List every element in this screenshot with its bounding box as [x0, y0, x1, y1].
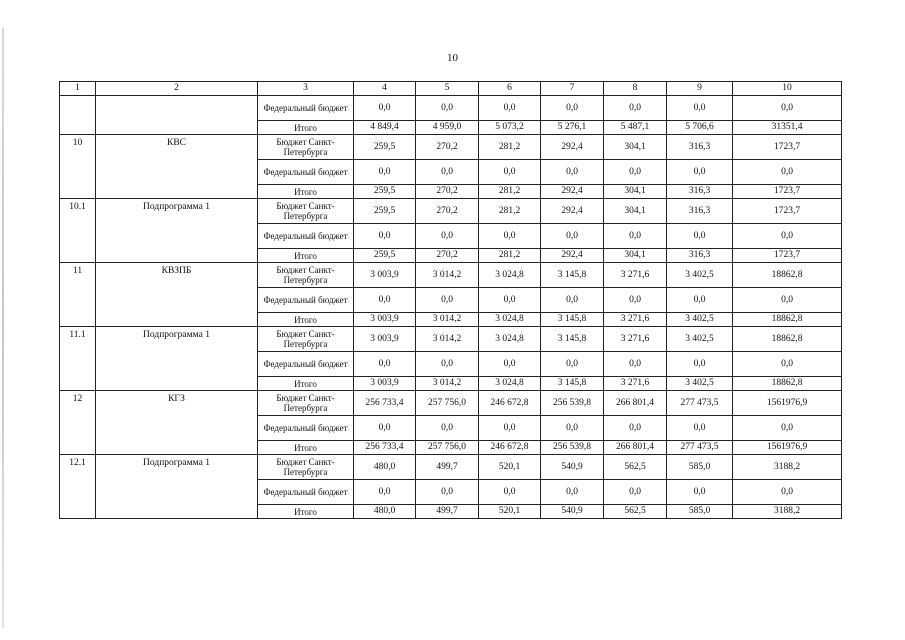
funding-source: Итого [258, 121, 354, 135]
value-cell: 562,5 [604, 505, 667, 519]
value-cell: 3 014,2 [416, 313, 479, 327]
column-header-7: 7 [541, 82, 604, 96]
value-cell: 0,0 [733, 160, 842, 185]
value-cell: 0,0 [479, 480, 541, 505]
value-cell: 18862,8 [733, 327, 842, 352]
value-cell: 0,0 [667, 416, 733, 441]
value-cell: 316,3 [667, 185, 733, 199]
value-cell: 316,3 [667, 199, 733, 224]
item-name: КВС [96, 135, 258, 199]
value-cell: 0,0 [604, 96, 667, 121]
value-cell: 270,2 [416, 199, 479, 224]
value-cell: 0,0 [416, 288, 479, 313]
item-code: 10 [60, 135, 96, 199]
value-cell: 0,0 [541, 224, 604, 249]
value-cell: 1723,7 [733, 249, 842, 263]
value-cell: 3 003,9 [354, 377, 416, 391]
value-cell: 0,0 [479, 352, 541, 377]
funding-source: Федеральный бюджет [258, 96, 354, 121]
value-cell: 0,0 [354, 288, 416, 313]
value-cell: 259,5 [354, 199, 416, 224]
value-cell: 0,0 [416, 96, 479, 121]
item-code: 11 [60, 263, 96, 327]
value-cell: 3 024,8 [479, 313, 541, 327]
value-cell: 0,0 [354, 224, 416, 249]
value-cell: 0,0 [604, 480, 667, 505]
value-cell: 292,4 [541, 185, 604, 199]
value-cell: 3 014,2 [416, 377, 479, 391]
item-code: 12 [60, 391, 96, 455]
value-cell: 0,0 [733, 224, 842, 249]
value-cell: 0,0 [667, 352, 733, 377]
value-cell: 0,0 [733, 352, 842, 377]
funding-source: Бюджет Санкт-Петербурга [258, 455, 354, 480]
value-cell: 3 014,2 [416, 263, 479, 288]
item-name: Подпрограмма 1 [96, 199, 258, 263]
value-cell: 3 003,9 [354, 263, 416, 288]
value-cell: 3188,2 [733, 455, 842, 480]
column-header-2: 2 [96, 82, 258, 96]
funding-source: Итого [258, 505, 354, 519]
funding-source: Бюджет Санкт-Петербурга [258, 391, 354, 416]
value-cell: 18862,8 [733, 263, 842, 288]
value-cell: 3 271,6 [604, 327, 667, 352]
value-cell: 0,0 [733, 480, 842, 505]
value-cell: 0,0 [479, 416, 541, 441]
value-cell: 31351,4 [733, 121, 842, 135]
value-cell: 499,7 [416, 455, 479, 480]
value-cell: 256 539,8 [541, 441, 604, 455]
table-body [60, 96, 842, 519]
value-cell: 0,0 [541, 160, 604, 185]
value-cell: 292,4 [541, 135, 604, 160]
value-cell: 0,0 [479, 224, 541, 249]
value-cell: 5 706,6 [667, 121, 733, 135]
value-cell: 3 402,5 [667, 377, 733, 391]
funding-source: Итого [258, 249, 354, 263]
value-cell: 3 145,8 [541, 327, 604, 352]
value-cell: 0,0 [667, 480, 733, 505]
table-row [60, 96, 842, 121]
value-cell: 18862,8 [733, 377, 842, 391]
value-cell: 257 756,0 [416, 441, 479, 455]
item-name: КГЗ [96, 391, 258, 455]
value-cell: 270,2 [416, 185, 479, 199]
value-cell: 281,2 [479, 185, 541, 199]
funding-source: Итого [258, 377, 354, 391]
value-cell: 3 145,8 [541, 313, 604, 327]
table-row [60, 455, 842, 480]
table-row [60, 199, 842, 224]
value-cell: 3 014,2 [416, 327, 479, 352]
value-cell: 4 849,4 [354, 121, 416, 135]
table-row [60, 263, 842, 288]
column-header-4: 4 [354, 82, 416, 96]
value-cell: 277 473,5 [667, 441, 733, 455]
value-cell: 3 402,5 [667, 263, 733, 288]
item-code: 10.1 [60, 199, 96, 263]
value-cell: 0,0 [541, 480, 604, 505]
funding-source: Итого [258, 185, 354, 199]
value-cell: 0,0 [416, 160, 479, 185]
value-cell: 3 024,8 [479, 377, 541, 391]
value-cell: 277 473,5 [667, 391, 733, 416]
value-cell: 270,2 [416, 135, 479, 160]
value-cell: 0,0 [667, 224, 733, 249]
value-cell: 256 733,4 [354, 441, 416, 455]
funding-source: Федеральный бюджет [258, 288, 354, 313]
value-cell: 562,5 [604, 455, 667, 480]
value-cell: 0,0 [479, 96, 541, 121]
column-header-1: 1 [60, 82, 96, 96]
value-cell: 0,0 [354, 352, 416, 377]
value-cell: 281,2 [479, 199, 541, 224]
value-cell: 1561976,9 [733, 441, 842, 455]
value-cell: 520,1 [479, 505, 541, 519]
column-header-10: 10 [733, 82, 842, 96]
item-code: 11.1 [60, 327, 96, 391]
value-cell: 0,0 [416, 480, 479, 505]
value-cell: 257 756,0 [416, 391, 479, 416]
value-cell: 259,5 [354, 249, 416, 263]
value-cell: 304,1 [604, 185, 667, 199]
item-code [60, 96, 96, 135]
value-cell: 1723,7 [733, 185, 842, 199]
funding-source: Итого [258, 313, 354, 327]
value-cell: 3 271,6 [604, 313, 667, 327]
value-cell: 0,0 [604, 160, 667, 185]
value-cell: 0,0 [604, 288, 667, 313]
funding-source: Бюджет Санкт-Петербурга [258, 327, 354, 352]
funding-source: Федеральный бюджет [258, 352, 354, 377]
value-cell: 0,0 [604, 416, 667, 441]
value-cell: 281,2 [479, 249, 541, 263]
value-cell: 0,0 [733, 416, 842, 441]
value-cell: 270,2 [416, 249, 479, 263]
value-cell: 0,0 [667, 160, 733, 185]
value-cell: 520,1 [479, 455, 541, 480]
value-cell: 480,0 [354, 455, 416, 480]
table-row [60, 391, 842, 416]
value-cell: 292,4 [541, 199, 604, 224]
value-cell: 316,3 [667, 135, 733, 160]
value-cell: 540,9 [541, 455, 604, 480]
value-cell: 304,1 [604, 135, 667, 160]
value-cell: 0,0 [354, 96, 416, 121]
value-cell: 3188,2 [733, 505, 842, 519]
value-cell: 0,0 [667, 288, 733, 313]
table-row [60, 135, 842, 160]
column-header-6: 6 [479, 82, 541, 96]
item-name: КВЗПБ [96, 263, 258, 327]
value-cell: 3 271,6 [604, 263, 667, 288]
value-cell: 5 276,1 [541, 121, 604, 135]
funding-source: Бюджет Санкт-Петербурга [258, 263, 354, 288]
value-cell: 585,0 [667, 455, 733, 480]
value-cell: 0,0 [479, 160, 541, 185]
page-number: 10 [447, 52, 458, 64]
value-cell: 3 145,8 [541, 263, 604, 288]
funding-source: Федеральный бюджет [258, 416, 354, 441]
item-code: 12.1 [60, 455, 96, 519]
value-cell: 0,0 [733, 96, 842, 121]
value-cell: 3 003,9 [354, 313, 416, 327]
value-cell: 259,5 [354, 135, 416, 160]
value-cell: 0,0 [541, 288, 604, 313]
funding-source: Бюджет Санкт-Петербурга [258, 135, 354, 160]
value-cell: 0,0 [416, 416, 479, 441]
value-cell: 256 733,4 [354, 391, 416, 416]
value-cell: 1723,7 [733, 199, 842, 224]
value-cell: 585,0 [667, 505, 733, 519]
header-row [60, 82, 842, 96]
value-cell: 316,3 [667, 249, 733, 263]
value-cell: 304,1 [604, 249, 667, 263]
item-name: Подпрограмма 1 [96, 327, 258, 391]
item-name: Подпрограмма 1 [96, 455, 258, 519]
value-cell: 281,2 [479, 135, 541, 160]
value-cell: 0,0 [541, 352, 604, 377]
value-cell: 0,0 [541, 96, 604, 121]
value-cell: 4 959,0 [416, 121, 479, 135]
value-cell: 3 003,9 [354, 327, 416, 352]
value-cell: 304,1 [604, 199, 667, 224]
value-cell: 266 801,4 [604, 441, 667, 455]
value-cell: 0,0 [604, 352, 667, 377]
value-cell: 246 672,8 [479, 391, 541, 416]
value-cell: 3 024,8 [479, 263, 541, 288]
value-cell: 0,0 [541, 416, 604, 441]
column-header-3: 3 [258, 82, 354, 96]
table-row [60, 327, 842, 352]
value-cell: 0,0 [733, 288, 842, 313]
value-cell: 0,0 [354, 416, 416, 441]
value-cell: 0,0 [354, 480, 416, 505]
funding-source: Федеральный бюджет [258, 160, 354, 185]
column-header-9: 9 [667, 82, 733, 96]
column-header-5: 5 [416, 82, 479, 96]
value-cell: 0,0 [354, 160, 416, 185]
value-cell: 480,0 [354, 505, 416, 519]
value-cell: 3 271,6 [604, 377, 667, 391]
value-cell: 3 402,5 [667, 313, 733, 327]
value-cell: 1561976,9 [733, 391, 842, 416]
budget-table [59, 81, 842, 519]
value-cell: 0,0 [416, 224, 479, 249]
value-cell: 18862,8 [733, 313, 842, 327]
value-cell: 0,0 [667, 96, 733, 121]
value-cell: 0,0 [604, 224, 667, 249]
value-cell: 256 539,8 [541, 391, 604, 416]
value-cell: 0,0 [479, 288, 541, 313]
value-cell: 3 024,8 [479, 327, 541, 352]
value-cell: 1723,7 [733, 135, 842, 160]
value-cell: 3 402,5 [667, 327, 733, 352]
value-cell: 259,5 [354, 185, 416, 199]
funding-source: Бюджет Санкт-Петербурга [258, 199, 354, 224]
scan-margin-mark [2, 28, 4, 628]
value-cell: 499,7 [416, 505, 479, 519]
value-cell: 3 145,8 [541, 377, 604, 391]
value-cell: 540,9 [541, 505, 604, 519]
funding-source: Итого [258, 441, 354, 455]
item-name [96, 96, 258, 135]
value-cell: 292,4 [541, 249, 604, 263]
value-cell: 266 801,4 [604, 391, 667, 416]
funding-source: Федеральный бюджет [258, 480, 354, 505]
value-cell: 0,0 [416, 352, 479, 377]
value-cell: 5 073,2 [479, 121, 541, 135]
value-cell: 246 672,8 [479, 441, 541, 455]
funding-source: Федеральный бюджет [258, 224, 354, 249]
value-cell: 5 487,1 [604, 121, 667, 135]
column-header-8: 8 [604, 82, 667, 96]
